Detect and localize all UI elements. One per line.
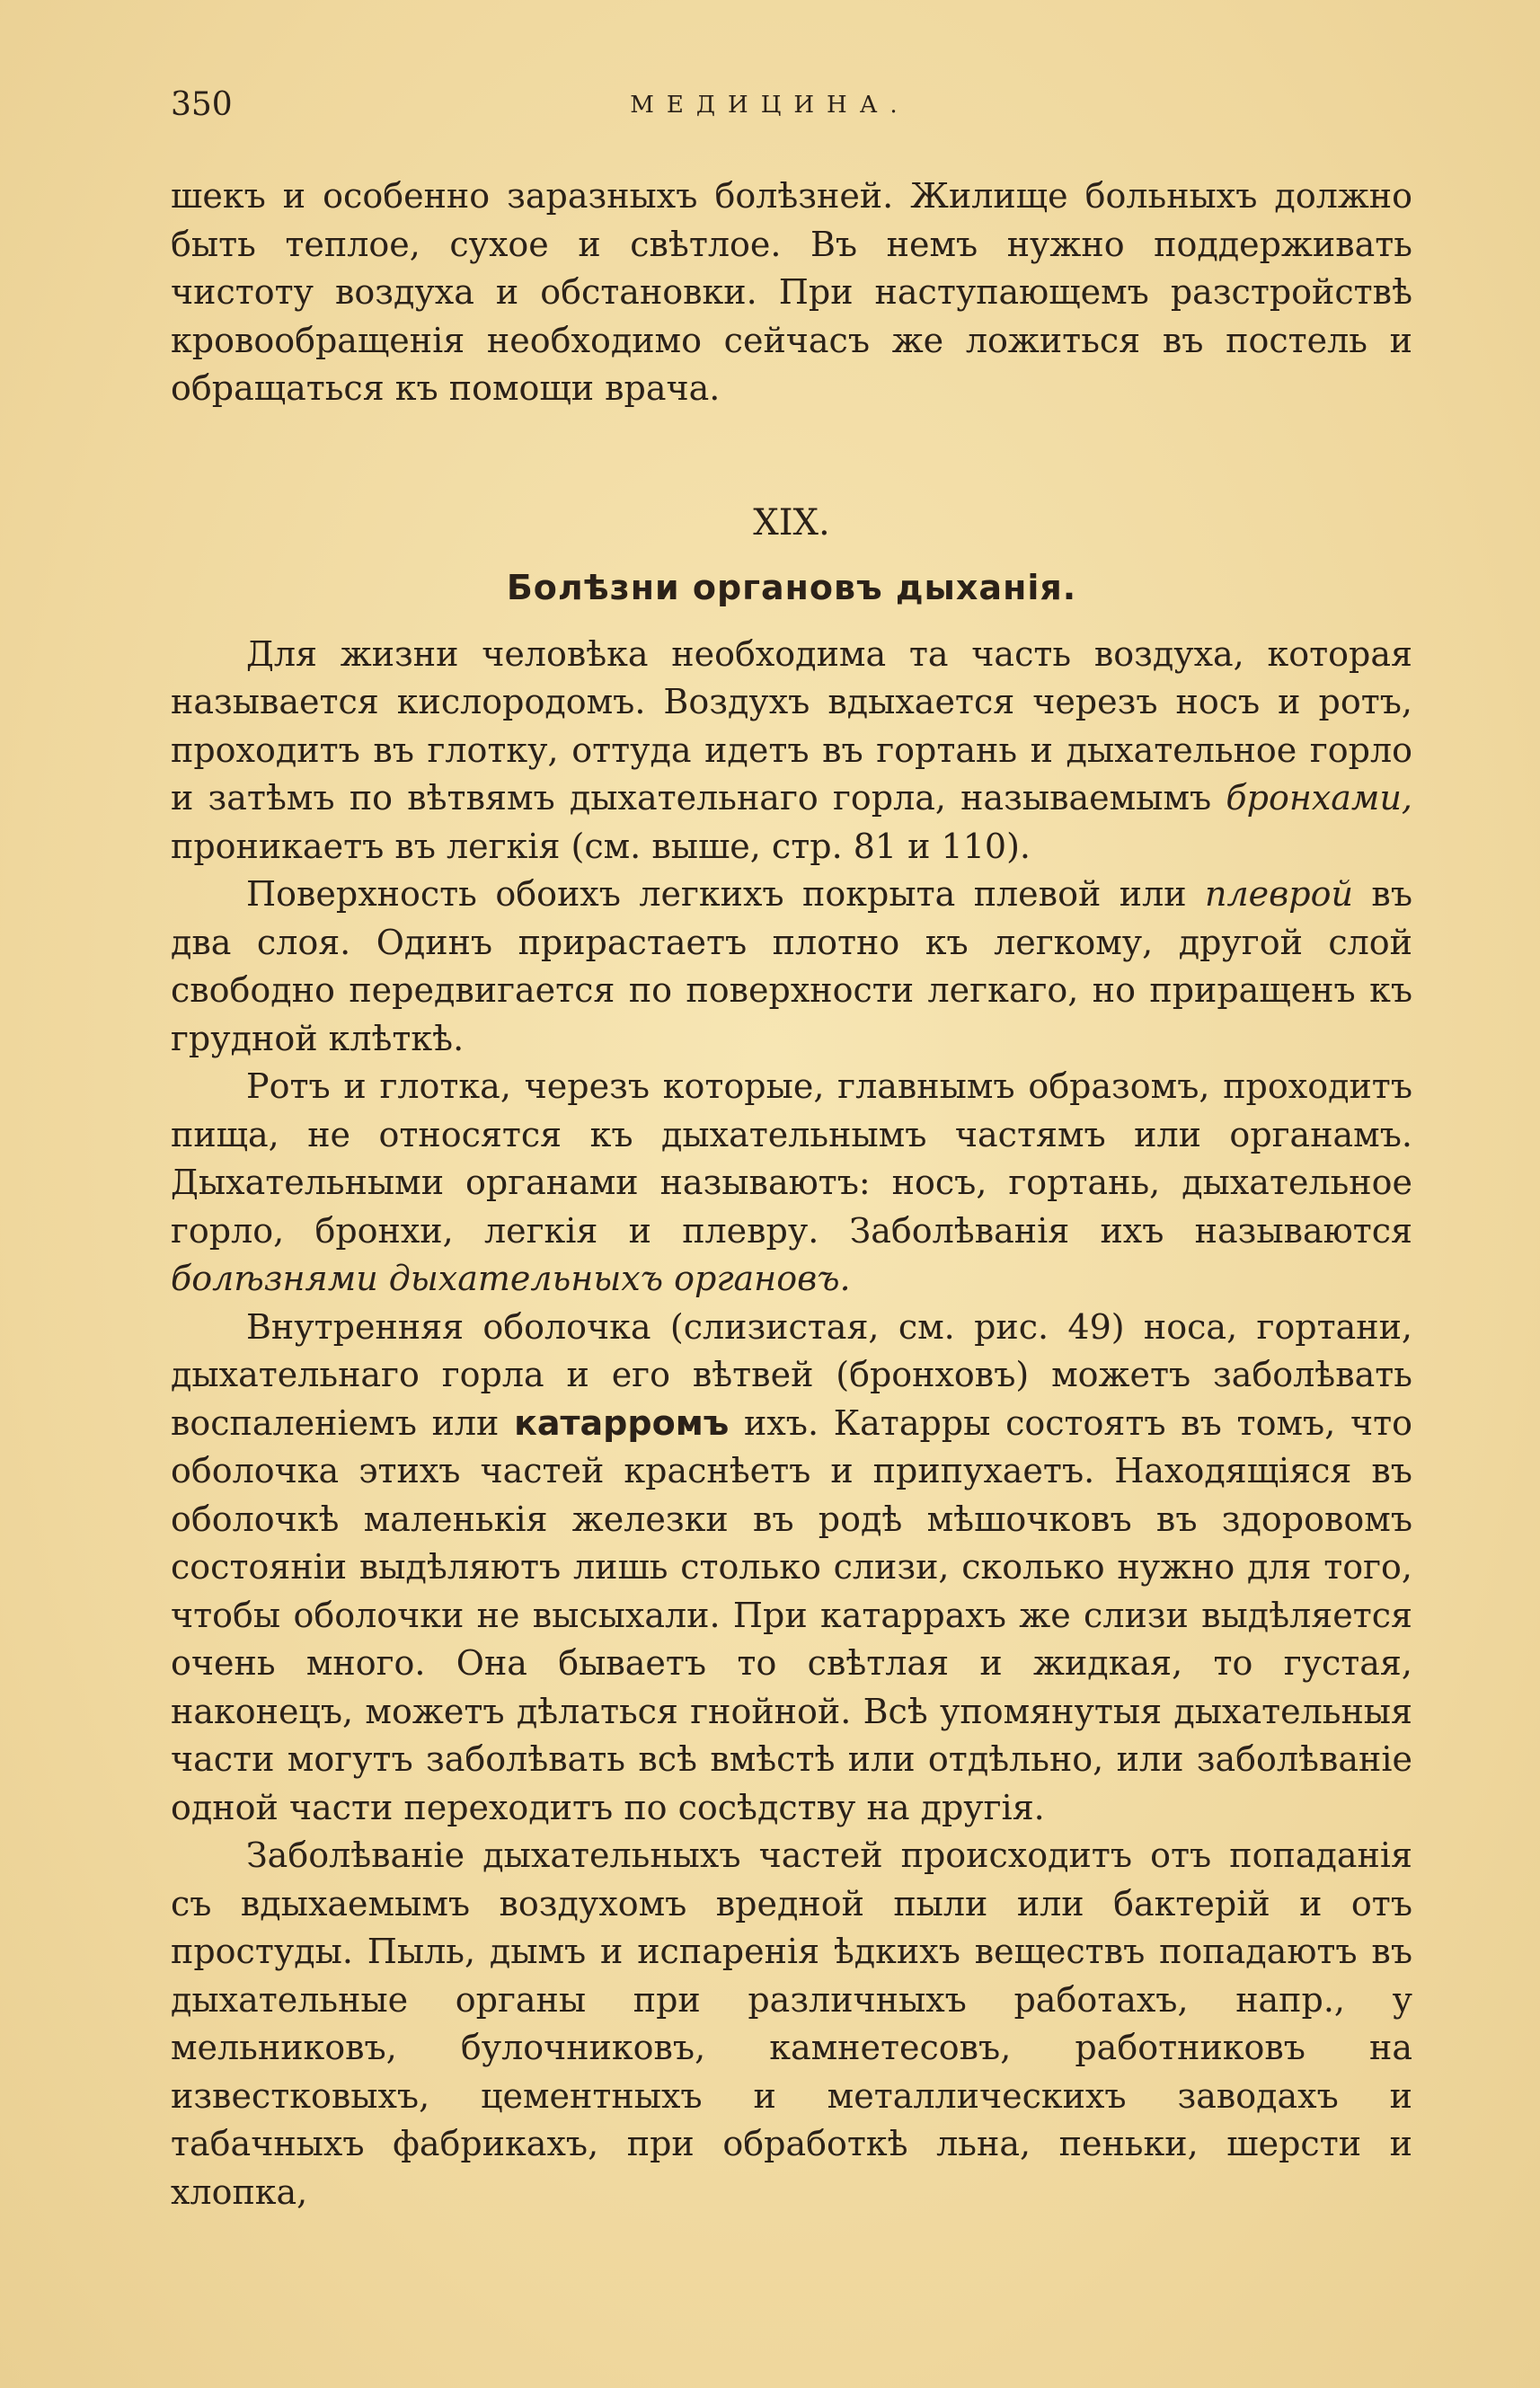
paragraph-4-text-a: Внутренняя оболочка (слизистая, см. рис. 49) носа, гортани, дыхательнаго горла и его вѣтвей (бронховъ) можетъ заболѣвать воспаленіемъ или (171, 1306, 1412, 1443)
paragraph-4-text-b: ихъ. Катарры состоятъ въ томъ, что оболочка этихъ частей краснѣетъ и припухаетъ. Находящіяся въ оболочкѣ маленькія железки въ родѣ мѣшочковъ въ здоровомъ состояніи выдѣляютъ лишь столько слизи, сколько нужно для того, чтобы оболочки не высыхали. При катаррахъ же слизи выдѣляется очень много. Она бываетъ то свѣтлая и жидкая, то густая, наконецъ, можетъ дѣлаться гнойной. Всѣ упомянутыя дыхательныя части могутъ заболѣвать всѣ вмѣстѣ или отдѣльно, или заболѣваніе одной части переходитъ по сосѣдству на другія. (171, 1402, 1412, 1827)
paragraph-3-text-a: Ротъ и глотка, черезъ которые, главнымъ образомъ, проходитъ пища, не относятся къ дыхательнымъ частямъ или органамъ. Дыхательными органами называютъ: носъ, гортань, дыхательное горло, бронхи, легкія и плевру. Заболѣванія ихъ называются (171, 1066, 1412, 1251)
paragraph-1 (171, 631, 1412, 871)
paragraph-2-text-b: въ два слоя. Одинъ прирастаетъ плотно къ легкому, другой слой свободно передвигается по поверхности легкаго, но приращенъ къ грудной клѣткѣ. (171, 874, 1412, 1058)
section-number: XIX. (753, 501, 830, 544)
page-number: 350 (171, 86, 233, 123)
paragraph-2-italic: плеврой (1205, 874, 1353, 914)
paragraph-4 (171, 1304, 1412, 1833)
paragraph-3 (171, 1063, 1412, 1304)
paragraph-5 (171, 1832, 1412, 2216)
paragraph-1-text-b: проникаетъ въ легкія (см. выше, стр. 81 и 110). (171, 826, 1031, 866)
section-title: Болѣзни органовъ дыханія. (506, 567, 1077, 607)
paragraph-4-bold: катарромъ (514, 1402, 730, 1443)
continuation-paragraph: шекъ и особенно заразныхъ болѣзней. Жилище больныхъ должно быть теплое, сухое и свѣтлое. Въ немъ нужно поддерживать чистоту воздуха и обстановки. При наступающемъ разстройствѣ кровообращенія необходимо сейчасъ же ложиться въ постель и обращаться къ помощи врача. (171, 176, 1412, 408)
paragraph-2 (171, 871, 1412, 1063)
paragraph-3-italic: болѣзнями дыхательныхъ органовъ. (171, 1259, 851, 1298)
page-body (171, 172, 1412, 2216)
paragraph-5-text: Заболѣваніе дыхательныхъ частей происходитъ отъ попаданія съ вдыхаемымъ воздухомъ вредной пыли или бактерій и отъ простуды. Пыль, дымъ и испаренія ѣдкихъ веществъ попадаютъ въ дыхательные органы при различныхъ работахъ, напр., у мельниковъ, булочниковъ, камнетесовъ, работниковъ на известковыхъ, цементныхъ и металлическихъ заводахъ и табачныхъ фабрикахъ, при обработкѣ льна, пеньки, шерсти и хлопка, (171, 1835, 1412, 2212)
paragraph-1-text-a: Для жизни человѣка необходима та часть воздуха, которая называется кислородомъ. Воздухъ вдыхается черезъ носъ и ротъ, проходитъ въ глотку, оттуда идетъ въ гортань и дыхательное горло и затѣмъ по вѣтвямъ дыхательнаго горла, называемымъ (171, 633, 1412, 818)
paragraph-2-text-a: Поверхность обоихъ легкихъ покрыта плевой или (246, 874, 1205, 914)
paragraph-1-italic: бронхами, (1226, 778, 1412, 818)
running-title: МЕДИЦИНА. (630, 92, 910, 119)
